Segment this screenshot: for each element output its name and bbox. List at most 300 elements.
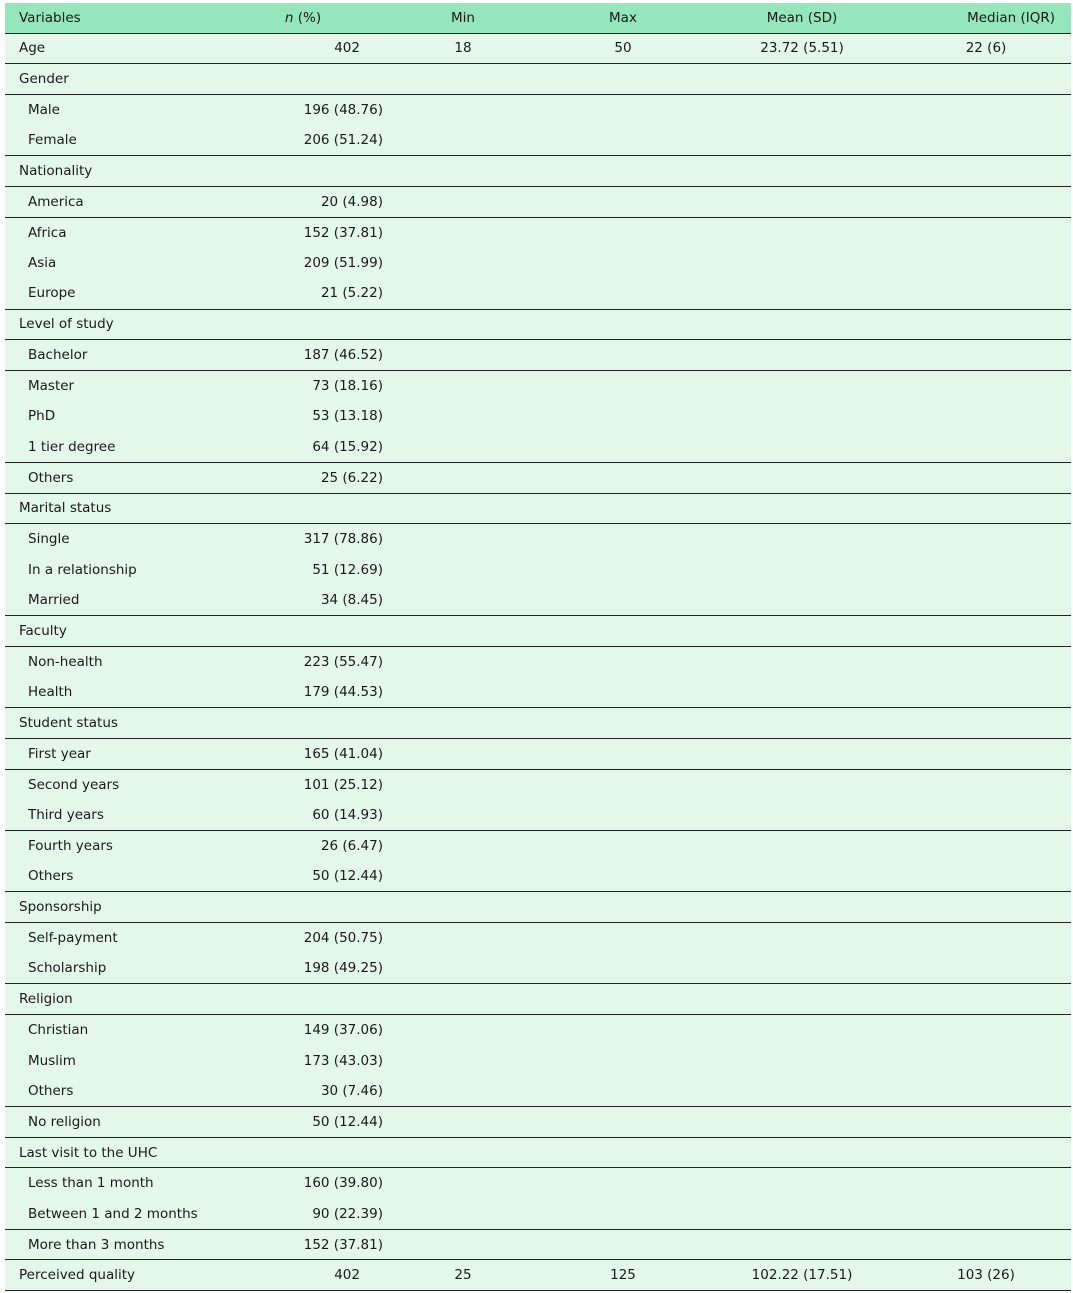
header-min: Min bbox=[451, 9, 475, 26]
empty-cell bbox=[383, 217, 543, 248]
variable-label: First year bbox=[5, 738, 183, 769]
empty-cell bbox=[543, 493, 703, 524]
empty-cell bbox=[703, 1015, 901, 1046]
empty-cell bbox=[703, 800, 901, 831]
variable-label: Age bbox=[5, 33, 183, 64]
empty-cell bbox=[703, 984, 901, 1015]
table-row bbox=[5, 1260, 1071, 1291]
variable-label: Master bbox=[5, 370, 183, 401]
empty-cell bbox=[703, 186, 901, 217]
empty-cell bbox=[543, 1076, 703, 1107]
variable-label: In a relationship bbox=[28, 561, 137, 578]
empty-cell bbox=[383, 94, 543, 125]
n-percent-value: 73 (18.16) bbox=[183, 370, 383, 401]
empty-cell bbox=[703, 616, 901, 647]
empty-cell bbox=[703, 646, 901, 677]
empty-cell bbox=[383, 646, 543, 677]
empty-cell bbox=[901, 217, 1071, 248]
empty-cell bbox=[383, 340, 543, 371]
empty-cell bbox=[901, 248, 1071, 279]
empty-cell bbox=[901, 370, 1071, 401]
empty-cell bbox=[543, 1229, 703, 1260]
n-percent-value: 152 (37.81) bbox=[183, 1229, 383, 1260]
empty-cell bbox=[543, 554, 703, 585]
empty-cell bbox=[703, 309, 901, 340]
min-value: 25 bbox=[383, 1260, 543, 1291]
n-percent-value: 101 (25.12) bbox=[183, 769, 383, 800]
empty-cell bbox=[383, 554, 543, 585]
table-row bbox=[5, 738, 1071, 769]
empty-cell bbox=[901, 892, 1071, 923]
empty-cell bbox=[703, 861, 901, 892]
header-mean-sd: Mean (SD) bbox=[766, 9, 838, 26]
empty-cell bbox=[901, 554, 1071, 585]
empty-cell bbox=[383, 953, 543, 984]
variable-label: Christian bbox=[5, 1015, 183, 1046]
empty-cell bbox=[183, 708, 383, 739]
n-percent-value: 187 (46.52) bbox=[183, 340, 383, 371]
empty-cell bbox=[901, 1137, 1071, 1168]
empty-cell bbox=[383, 493, 543, 524]
empty-cell bbox=[901, 1199, 1071, 1230]
variable-label: PhD bbox=[28, 408, 56, 425]
empty-cell bbox=[543, 186, 703, 217]
n-percent-value: 50 (12.44) bbox=[183, 1107, 383, 1138]
empty-cell bbox=[543, 125, 703, 156]
empty-cell bbox=[383, 892, 543, 923]
empty-cell bbox=[901, 309, 1071, 340]
empty-cell bbox=[901, 953, 1071, 984]
group-header-row bbox=[5, 493, 1071, 524]
empty-cell bbox=[703, 769, 901, 800]
max-value: 125 bbox=[543, 1260, 703, 1291]
empty-cell bbox=[901, 646, 1071, 677]
table-row bbox=[5, 554, 1071, 585]
empty-cell bbox=[543, 984, 703, 1015]
n-percent-value: 223 (55.47) bbox=[183, 646, 383, 677]
empty-cell bbox=[901, 861, 1071, 892]
demographics-table bbox=[5, 3, 1071, 1291]
empty-cell bbox=[383, 769, 543, 800]
empty-cell bbox=[543, 1045, 703, 1076]
empty-cell bbox=[383, 861, 543, 892]
table-header bbox=[5, 3, 1071, 33]
empty-cell bbox=[383, 462, 543, 493]
variable-label: Europe bbox=[28, 285, 76, 302]
empty-cell bbox=[901, 125, 1071, 156]
empty-cell bbox=[183, 64, 383, 95]
empty-cell bbox=[383, 616, 543, 647]
n-percent-value: 198 (49.25) bbox=[303, 960, 383, 977]
empty-cell bbox=[383, 1229, 543, 1260]
empty-cell bbox=[383, 677, 543, 708]
empty-cell bbox=[901, 922, 1071, 953]
table-row bbox=[5, 125, 1071, 156]
variable-label: Single bbox=[5, 524, 183, 555]
empty-cell bbox=[543, 462, 703, 493]
empty-cell bbox=[901, 462, 1071, 493]
empty-cell bbox=[543, 861, 703, 892]
variable-label: Faculty bbox=[5, 616, 183, 647]
group-header-row bbox=[5, 892, 1071, 923]
n-percent-value: 206 (51.24) bbox=[303, 132, 383, 149]
empty-cell bbox=[543, 370, 703, 401]
empty-cell bbox=[703, 1137, 901, 1168]
empty-cell bbox=[703, 585, 901, 616]
table-row bbox=[5, 1199, 1071, 1230]
empty-cell bbox=[543, 401, 703, 432]
empty-cell bbox=[183, 616, 383, 647]
variable-label: Others bbox=[5, 462, 183, 493]
empty-cell bbox=[383, 830, 543, 861]
mean-sd-value: 102.22 (17.51) bbox=[703, 1260, 901, 1291]
empty-cell bbox=[543, 94, 703, 125]
n-percent-value: 50 (12.44) bbox=[312, 868, 383, 885]
empty-cell bbox=[901, 64, 1071, 95]
empty-cell bbox=[703, 524, 901, 555]
variable-label: Others bbox=[28, 868, 74, 885]
n-percent-value: 179 (44.53) bbox=[303, 684, 383, 701]
n-percent-value: 90 (22.39) bbox=[312, 1205, 383, 1222]
table-row bbox=[5, 94, 1071, 125]
empty-cell bbox=[543, 524, 703, 555]
table-row bbox=[5, 646, 1071, 677]
empty-cell bbox=[703, 922, 901, 953]
empty-cell bbox=[703, 278, 901, 309]
empty-cell bbox=[901, 1229, 1071, 1260]
table-row bbox=[5, 1107, 1071, 1138]
empty-cell bbox=[901, 769, 1071, 800]
table-row bbox=[5, 922, 1071, 953]
empty-cell bbox=[703, 1199, 901, 1230]
variable-label: Level of study bbox=[5, 309, 183, 340]
empty-cell bbox=[703, 953, 901, 984]
empty-cell bbox=[183, 984, 383, 1015]
table-row bbox=[5, 278, 1071, 309]
table-row bbox=[5, 585, 1071, 616]
variable-label: Nationality bbox=[5, 156, 183, 187]
group-header-row bbox=[5, 1137, 1071, 1168]
empty-cell bbox=[543, 64, 703, 95]
empty-cell bbox=[183, 156, 383, 187]
empty-cell bbox=[703, 248, 901, 279]
n-percent-value: 173 (43.03) bbox=[303, 1052, 383, 1069]
empty-cell bbox=[703, 125, 901, 156]
empty-cell bbox=[543, 278, 703, 309]
empty-cell bbox=[383, 186, 543, 217]
empty-cell bbox=[383, 156, 543, 187]
empty-cell bbox=[703, 892, 901, 923]
n-percent-value: 165 (41.04) bbox=[183, 738, 383, 769]
empty-cell bbox=[383, 984, 543, 1015]
table-row bbox=[5, 1168, 1071, 1199]
empty-cell bbox=[703, 217, 901, 248]
variable-label: America bbox=[5, 186, 183, 217]
group-header-row bbox=[5, 64, 1071, 95]
empty-cell bbox=[703, 370, 901, 401]
empty-cell bbox=[543, 769, 703, 800]
table-row bbox=[5, 769, 1071, 800]
n-percent-value: 209 (51.99) bbox=[303, 255, 383, 272]
variable-label: Student status bbox=[5, 708, 183, 739]
empty-cell bbox=[703, 156, 901, 187]
empty-cell bbox=[383, 309, 543, 340]
median-iqr-value: 103 (26) bbox=[901, 1260, 1071, 1291]
group-header-row bbox=[5, 309, 1071, 340]
empty-cell bbox=[543, 738, 703, 769]
empty-cell bbox=[383, 738, 543, 769]
header-row bbox=[5, 3, 1071, 33]
n-value: 402 bbox=[183, 1260, 383, 1291]
empty-cell bbox=[901, 432, 1071, 463]
empty-cell bbox=[901, 1045, 1071, 1076]
empty-cell bbox=[543, 1137, 703, 1168]
table-row bbox=[5, 401, 1071, 432]
empty-cell bbox=[543, 830, 703, 861]
variable-label: Married bbox=[28, 592, 80, 609]
table-row bbox=[5, 432, 1071, 463]
variable-label: Marital status bbox=[5, 493, 183, 524]
empty-cell bbox=[383, 1107, 543, 1138]
min-value: 18 bbox=[383, 33, 543, 64]
empty-cell bbox=[183, 309, 383, 340]
empty-cell bbox=[901, 278, 1071, 309]
variable-label: Health bbox=[28, 684, 73, 701]
table-row bbox=[5, 1045, 1071, 1076]
empty-cell bbox=[901, 1168, 1071, 1199]
empty-cell bbox=[543, 953, 703, 984]
variable-label: 1 tier degree bbox=[28, 438, 116, 455]
n-percent-value: 196 (48.76) bbox=[183, 94, 383, 125]
empty-cell bbox=[383, 1015, 543, 1046]
empty-cell bbox=[383, 524, 543, 555]
empty-cell bbox=[543, 1107, 703, 1138]
empty-cell bbox=[383, 125, 543, 156]
header-median-iqr: Median (IQR) bbox=[967, 9, 1055, 26]
empty-cell bbox=[543, 892, 703, 923]
table-row bbox=[5, 1015, 1071, 1046]
n-percent-value: 20 (4.98) bbox=[183, 186, 383, 217]
empty-cell bbox=[383, 432, 543, 463]
empty-cell bbox=[543, 1168, 703, 1199]
n-percent-value: 160 (39.80) bbox=[183, 1168, 383, 1199]
n-percent-value: 317 (78.86) bbox=[183, 524, 383, 555]
n-percent-value: 60 (14.93) bbox=[312, 806, 383, 823]
variable-label: Self-payment bbox=[5, 922, 183, 953]
header-max: Max bbox=[609, 9, 637, 26]
table-row bbox=[5, 462, 1071, 493]
header-n-percent bbox=[183, 3, 383, 33]
empty-cell bbox=[383, 1137, 543, 1168]
table-row bbox=[5, 830, 1071, 861]
empty-cell bbox=[901, 708, 1071, 739]
empty-cell bbox=[383, 1199, 543, 1230]
n-percent-value: 64 (15.92) bbox=[312, 438, 383, 455]
variable-label: Between 1 and 2 months bbox=[28, 1205, 198, 1222]
empty-cell bbox=[543, 646, 703, 677]
table-body bbox=[5, 33, 1071, 1291]
table-row bbox=[5, 677, 1071, 708]
empty-cell bbox=[703, 401, 901, 432]
header-n-symbol: n bbox=[284, 9, 294, 26]
empty-cell bbox=[703, 64, 901, 95]
empty-cell bbox=[543, 340, 703, 371]
empty-cell bbox=[901, 585, 1071, 616]
empty-cell bbox=[901, 1076, 1071, 1107]
empty-cell bbox=[901, 94, 1071, 125]
empty-cell bbox=[383, 800, 543, 831]
empty-cell bbox=[383, 585, 543, 616]
empty-cell bbox=[383, 1045, 543, 1076]
table-row bbox=[5, 1076, 1071, 1107]
n-percent-value: 21 (5.22) bbox=[320, 285, 383, 302]
empty-cell bbox=[901, 677, 1071, 708]
variable-label: Less than 1 month bbox=[5, 1168, 183, 1199]
table-row bbox=[5, 861, 1071, 892]
empty-cell bbox=[183, 493, 383, 524]
table-row bbox=[5, 186, 1071, 217]
empty-cell bbox=[901, 738, 1071, 769]
empty-cell bbox=[543, 217, 703, 248]
table-row bbox=[5, 1229, 1071, 1260]
table-row bbox=[5, 217, 1071, 248]
variable-label: Female bbox=[28, 132, 77, 149]
n-percent-value: 26 (6.47) bbox=[183, 830, 383, 861]
table-row bbox=[5, 33, 1071, 64]
variable-label: Muslim bbox=[28, 1052, 76, 1069]
empty-cell bbox=[901, 830, 1071, 861]
n-percent-value: 25 (6.22) bbox=[183, 462, 383, 493]
empty-cell bbox=[901, 401, 1071, 432]
header-percent-label: (%) bbox=[293, 9, 322, 26]
empty-cell bbox=[543, 922, 703, 953]
variable-label: Last visit to the UHC bbox=[5, 1137, 183, 1168]
empty-cell bbox=[383, 278, 543, 309]
variable-label: Religion bbox=[5, 984, 183, 1015]
table-row bbox=[5, 953, 1071, 984]
empty-cell bbox=[383, 1168, 543, 1199]
variable-label: Male bbox=[5, 94, 183, 125]
empty-cell bbox=[901, 984, 1071, 1015]
table-container bbox=[5, 3, 1071, 1291]
variable-label: Asia bbox=[28, 255, 57, 272]
empty-cell bbox=[901, 1015, 1071, 1046]
median-iqr-value: 22 (6) bbox=[901, 33, 1071, 64]
variable-label: Scholarship bbox=[28, 960, 107, 977]
n-percent-value: 204 (50.75) bbox=[183, 922, 383, 953]
group-header-row bbox=[5, 984, 1071, 1015]
variable-label: Sponsorship bbox=[5, 892, 183, 923]
empty-cell bbox=[543, 800, 703, 831]
empty-cell bbox=[543, 1199, 703, 1230]
variable-label: Second years bbox=[5, 769, 183, 800]
variable-label: Fourth years bbox=[5, 830, 183, 861]
empty-cell bbox=[703, 1076, 901, 1107]
empty-cell bbox=[901, 156, 1071, 187]
empty-cell bbox=[183, 1137, 383, 1168]
empty-cell bbox=[703, 432, 901, 463]
empty-cell bbox=[703, 94, 901, 125]
variable-label: Gender bbox=[5, 64, 183, 95]
table-row bbox=[5, 370, 1071, 401]
empty-cell bbox=[383, 248, 543, 279]
empty-cell bbox=[383, 922, 543, 953]
empty-cell bbox=[901, 493, 1071, 524]
empty-cell bbox=[543, 248, 703, 279]
n-value: 402 bbox=[183, 33, 383, 64]
n-percent-value: 152 (37.81) bbox=[183, 217, 383, 248]
variable-label: More than 3 months bbox=[5, 1229, 183, 1260]
empty-cell bbox=[383, 1076, 543, 1107]
empty-cell bbox=[543, 677, 703, 708]
empty-cell bbox=[703, 462, 901, 493]
group-header-row bbox=[5, 708, 1071, 739]
variable-label: Non-health bbox=[5, 646, 183, 677]
empty-cell bbox=[543, 616, 703, 647]
empty-cell bbox=[383, 708, 543, 739]
empty-cell bbox=[543, 1015, 703, 1046]
empty-cell bbox=[543, 156, 703, 187]
empty-cell bbox=[901, 800, 1071, 831]
n-percent-value: 149 (37.06) bbox=[183, 1015, 383, 1046]
empty-cell bbox=[383, 401, 543, 432]
n-percent-value: 34 (8.45) bbox=[320, 592, 383, 609]
empty-cell bbox=[543, 585, 703, 616]
variable-label: Bachelor bbox=[5, 340, 183, 371]
n-percent-value: 30 (7.46) bbox=[320, 1082, 383, 1099]
n-percent-value: 51 (12.69) bbox=[312, 561, 383, 578]
empty-cell bbox=[703, 677, 901, 708]
empty-cell bbox=[383, 370, 543, 401]
table-row bbox=[5, 340, 1071, 371]
empty-cell bbox=[703, 340, 901, 371]
max-value: 50 bbox=[543, 33, 703, 64]
empty-cell bbox=[901, 186, 1071, 217]
empty-cell bbox=[703, 1045, 901, 1076]
empty-cell bbox=[703, 1229, 901, 1260]
empty-cell bbox=[543, 432, 703, 463]
variable-label: Africa bbox=[5, 217, 183, 248]
header-variables: Variables bbox=[19, 9, 81, 26]
empty-cell bbox=[543, 309, 703, 340]
empty-cell bbox=[543, 708, 703, 739]
empty-cell bbox=[901, 1107, 1071, 1138]
n-percent-value: 53 (13.18) bbox=[312, 408, 383, 425]
empty-cell bbox=[901, 616, 1071, 647]
variable-label: No religion bbox=[5, 1107, 183, 1138]
empty-cell bbox=[703, 738, 901, 769]
empty-cell bbox=[703, 830, 901, 861]
empty-cell bbox=[703, 554, 901, 585]
empty-cell bbox=[703, 493, 901, 524]
variable-label: Third years bbox=[28, 806, 104, 823]
empty-cell bbox=[703, 1107, 901, 1138]
empty-cell bbox=[703, 708, 901, 739]
empty-cell bbox=[901, 524, 1071, 555]
empty-cell bbox=[183, 892, 383, 923]
table-row bbox=[5, 524, 1071, 555]
variable-label: Perceived quality bbox=[5, 1260, 183, 1291]
empty-cell bbox=[703, 1168, 901, 1199]
group-header-row bbox=[5, 616, 1071, 647]
empty-cell bbox=[901, 340, 1071, 371]
variable-label: Others bbox=[28, 1082, 74, 1099]
table-row bbox=[5, 800, 1071, 831]
group-header-row bbox=[5, 156, 1071, 187]
table-row bbox=[5, 248, 1071, 279]
mean-sd-value: 23.72 (5.51) bbox=[703, 33, 901, 64]
empty-cell bbox=[383, 64, 543, 95]
